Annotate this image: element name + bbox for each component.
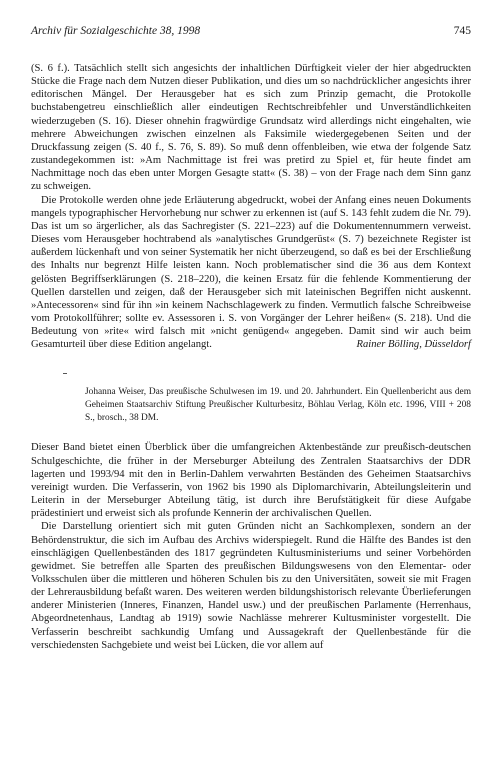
paragraph: (S. 6 f.). Tatsächlich stellt sich angesichts der inhaltlichen Dürftigkeit vieler der hier abgedruckten Stücke die Frage nach dem Nutzen dieser Publikation, und dies um so nachdrücklicher angesichts ihrer editorischen Mängel. Der Herausgeber hat es sich zum Prinzip gemacht, die Protokolle buchstabengetreu einschließlich aller eindeutigen Rechtschreibfehler und Unverständlichkeiten wiederzugeben (S. 16). Dieser ohnehin fragwürdige Grundsatz wird allerdings nicht eingehalten, wie mehrere Abweichungen zwischen einzelnen als Faksimile wiedergegebenen Seiten und der Druckfassung zeigen (S. 40 f., S. 76, S. 89). So muß denn offenbleiben, wie etwa der folgende Satz zustandegekommen ist: »Am Nachmittage ist frei was pretird zu Spiel et, für heute findet am Nachmittage noch das eben unter Morgen Gesagte statt« (S. 38) – von der Frage nach dem Sinn ganz zu schweigen. [31, 63, 471, 193]
journal-title: Archiv für Sozialgeschichte 38, 1998 [31, 25, 201, 37]
paragraph: Dieser Band bietet einen Überblick über die umfangreichen Aktenbestände zur preußisch-deutschen Schulgeschichte, die früher in der Merseburger Abteilung des Zentralen Staatsarchivs der DDR lagerten und 1993/94 mit den in Berlin-Dahlem verwahrten Beständen des Geheimen Staatsarchivs vereinigt wurden. Die Verfasserin, von 1962 bis 1990 als Diplomarchivarin, Abteilungsleiterin und Leiterin in der Merseburger Abteilung tätig, ist durch ihre Berufstätigkeit für diese Aufgabe prädestiniert und erweist sich als profunde Kennerin der archivalischen Quellen. [31, 442, 471, 520]
new-review [31, 441, 471, 652]
paragraph: Die Darstellung orientiert sich mit guten Gründen nicht an Sachkomplexen, sondern an der Behördenstruktur, die sich im Aufbau des Archivs widerspiegelt. Rund die Hälfte des Bandes ist den einschlägigen Quellenbeständen des 1817 gegründeten Kultusministeriums und seiner Vorbehörden gewidmet. Sie betreffen alle Sparten des preußischen Bildungswesens von den Elementar- oder Volksschulen über die mittleren und höheren Schulen bis zu den Universitäten, soweit sie mit Fragen der Lehrerausbildung befaßt waren. Des weiteren werden bildungshistorisch relevante Überlieferungen anderer Ministerien (Inneres, Finanzen, Handel usw.) und der preußischen Parlamente (Herrenhaus, Abgeordnetenhaus, Landtag ab 1919) sowie Nachlässe mehrerer Kultusminister vorgestellt. Die Verfasserin beschreibt sachkundig Umfang und Aussagekraft der Quellenbestände für die verschiedensten Sachgebiete und weist bei Lücken, die vor allem auf [31, 521, 471, 651]
separator-mark [63, 373, 67, 374]
review-separator [31, 370, 471, 379]
paragraph: Die Protokolle werden ohne jede Erläuterung abgedruckt, wobei der Anfang eines neuen Dokuments mangels typographischer Hervorhebung nur schwer zu erkennen ist (auf S. 143 fehlt zudem die Nr. 79). Das ist um so ärgerlicher, als das Sachregister (S. 221–223) auf die Dokumentennummern verweist. Dieses vom Herausgeber hochtrabend als »analytisches Grundgerüst« (S. 7) bezeichnete Register ist außerdem lückenhaft und von seiner Systematik her nicht überzeugend, so daß es bei der Erschließung des Inhalts nur begrenzt Hilfe leisten kann. Noch problematischer sind die 36 aus dem Kontext gelösten Begriffserklärungen (S. 218–220), die keinen Ersatz für die fehlende Kommentierung der Quellen darstellen und zeigen, daß der Herausgeber sich mit lateinischen Begriffen nicht auskennt. »Antecessoren« sind für ihn »in keinem Nachschlagewerk zu finden. Vermutlich falsche Schreibweise vom Protokollführer; sollte ev. Assessoren i. S. von Vorgänger der Lehrer heißen« (S. 218). Und die Bedeutung von »rite« wird falsch mit »nicht genügend« angegeben. Damit sind wir auch beim Gesamturteil über diese Edition angelangt. [31, 194, 471, 351]
reviewer-signature: Rainer Bölling, Düsseldorf [356, 339, 471, 351]
page-number: 745 [453, 25, 471, 37]
bibliographic-entry: Johanna Weiser, Das preußische Schulwesen im 19. und 20. Jahrhundert. Ein Quellenbericht aus dem Geheimen Staatsarchiv Stiftung Preußischer Kulturbesitz, Böhlau Verlag, Köln etc. 1996, VIII + 208 S., brosch., 38 DM. [85, 387, 471, 424]
running-head [31, 24, 471, 38]
journal-page [31, 24, 471, 652]
previous-review [31, 62, 471, 351]
